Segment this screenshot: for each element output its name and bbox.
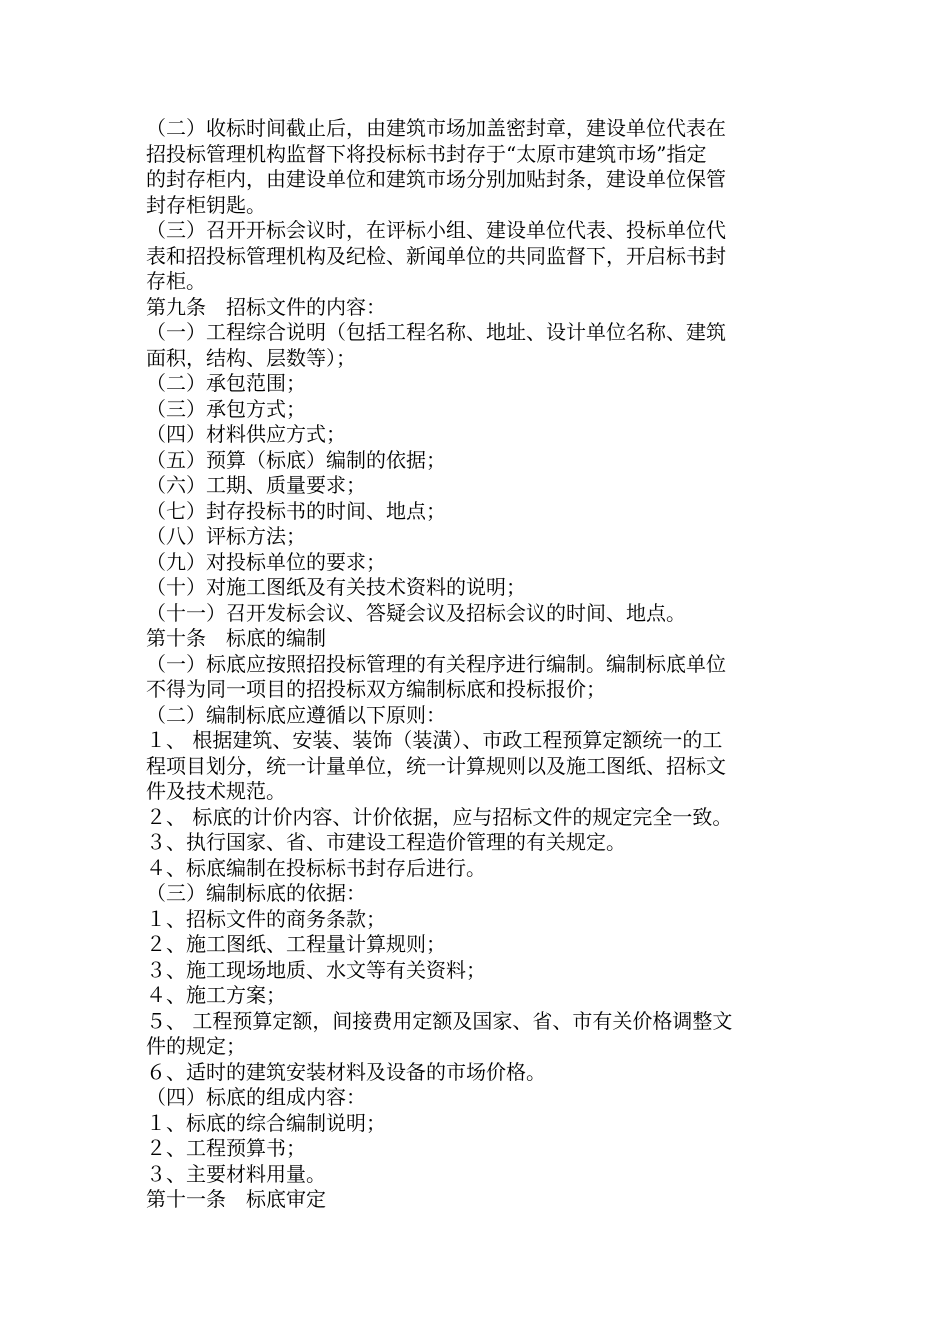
text-line: （三）承包方式； xyxy=(146,396,306,421)
text-line: （二）编制标底应遵循以下原则： xyxy=(146,702,446,727)
text-line: （二）承包范围； xyxy=(146,371,306,395)
text-line: ２、施工图纸、工程量计算规则； xyxy=(146,932,446,956)
text-line: （十一）召开发标会议、答疑会议及招标会议的时间、地点。 xyxy=(146,600,686,625)
text-line: （三）编制标底的依据： xyxy=(146,881,366,905)
text-line: ２、工程预算书； xyxy=(146,1136,306,1160)
text-line: ３、主要材料用量。 xyxy=(146,1161,326,1186)
document-body xyxy=(146,116,808,1213)
text-line: 程项目划分，统一计量单位，统一计算规则以及施工图纸、招标文 xyxy=(146,753,726,778)
text-line: 封存柜钥匙。 xyxy=(146,192,266,217)
text-line: １、招标文件的商务条款； xyxy=(146,906,386,931)
text-line: 件及技术规范。 xyxy=(146,779,286,803)
text-line: （七）封存投标书的时间、地点； xyxy=(146,498,446,523)
text-line: （四）标底的组成内容： xyxy=(146,1085,366,1109)
text-line: （一）工程综合说明（包括工程名称、地址、设计单位名称、建筑 xyxy=(146,320,726,344)
text-line: １、标底的综合编制说明； xyxy=(146,1110,386,1135)
text-line: （九）对投标单位的要求； xyxy=(146,549,386,574)
section-heading: 第十一条 标底审定 xyxy=(146,1187,326,1211)
text-line: ３、施工现场地质、水文等有关资料； xyxy=(146,957,486,982)
text-line: 表和招投标管理机构及纪检、新闻单位的共同监督下，开启标书封 xyxy=(146,243,726,268)
text-line: （三）召开开标会议时，在评标小组、建设单位代表、投标单位代 xyxy=(146,218,726,242)
text-line: （十）对施工图纸及有关技术资料的说明； xyxy=(146,575,526,599)
text-line: ５、 工程预算定额，间接费用定额及国家、省、市有关价格调整文 xyxy=(146,1008,733,1033)
text-line: ２、 标底的计价内容、计价依据，应与招标文件的规定完全一致。 xyxy=(146,804,733,829)
text-line: （四）材料供应方式； xyxy=(146,422,346,446)
text-line: （六）工期、质量要求； xyxy=(146,473,366,497)
text-line: 件的规定； xyxy=(146,1034,246,1058)
text-line: ４、标底编制在投标标书封存后进行。 xyxy=(146,855,486,880)
text-line: 的封存柜内，由建设单位和建筑市场分别加贴封条，建设单位保管 xyxy=(146,167,726,191)
text-line: （二）收标时间截止后，由建筑市场加盖密封章，建设单位代表在 xyxy=(146,116,726,140)
text-line: ４、施工方案； xyxy=(146,983,286,1007)
text-line: １、 根据建筑、安装、装饰（装潢）、市政工程预算定额统一的工 xyxy=(146,728,723,752)
text-line: ３、执行国家、省、市建设工程造价管理的有关规定。 xyxy=(146,830,626,854)
text-line: 存柜。 xyxy=(146,269,206,293)
section-heading: 第九条 招标文件的内容： xyxy=(146,294,386,319)
text-line: （一）标底应按照招投标管理的有关程序进行编制。编制标底单位 xyxy=(146,651,726,676)
text-line: 招投标管理机构监督下将投标标书封存于“太原市建筑市场”指定 xyxy=(146,141,707,166)
text-line: 不得为同一项目的招投标双方编制标底和投标报价； xyxy=(146,677,606,701)
text-line: 面积，结构、层数等）； xyxy=(146,345,356,370)
text-line: （八）评标方法； xyxy=(146,524,306,548)
section-heading: 第十条 标底的编制 xyxy=(146,626,326,650)
text-line: ６、适时的建筑安装材料及设备的市场价格。 xyxy=(146,1059,546,1084)
text-line: （五）预算（标底）编制的依据； xyxy=(146,447,446,472)
